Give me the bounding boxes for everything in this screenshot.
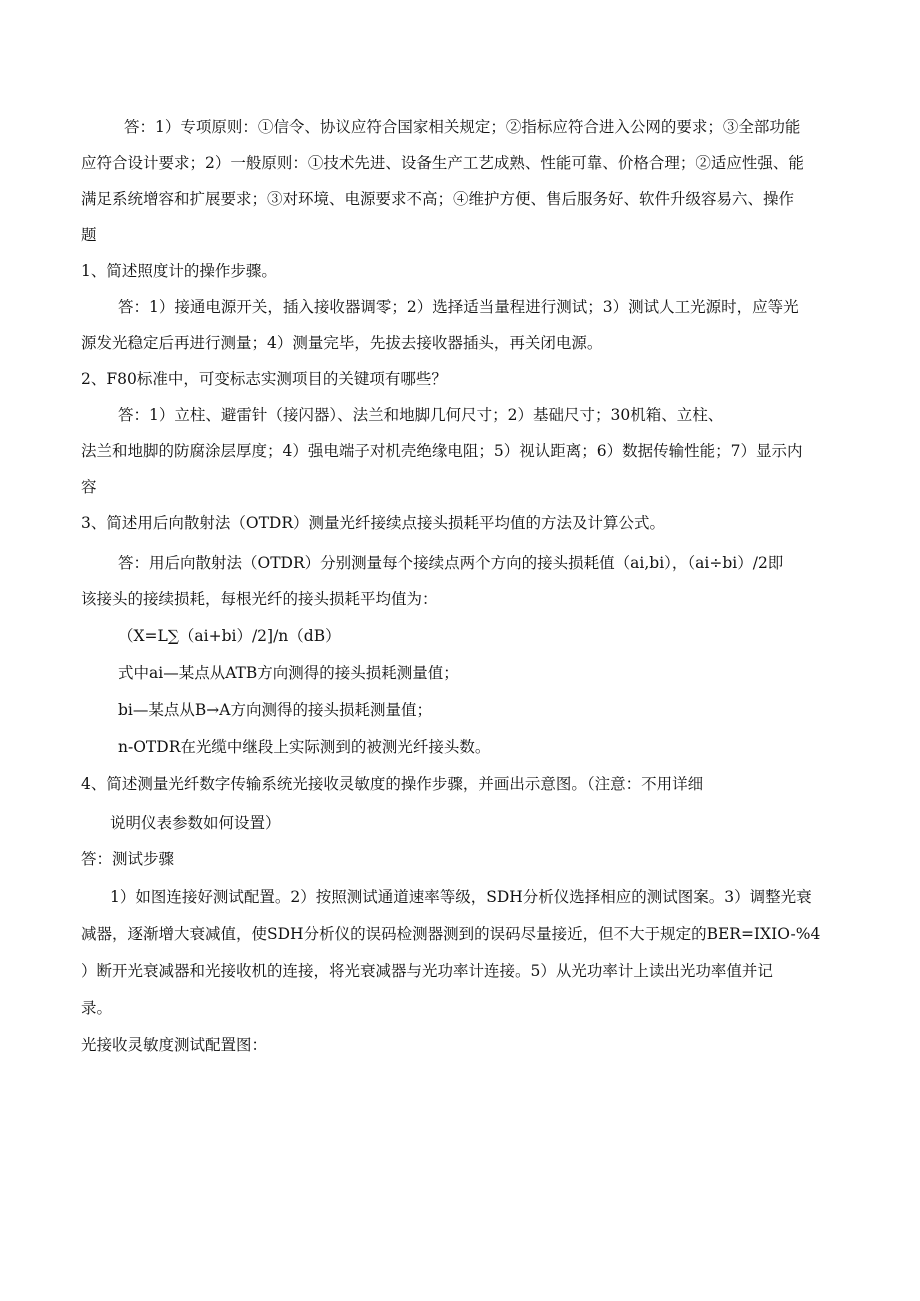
question-heading: 4、简述测量光纤数字传输系统光接收灵敏度的操作步骤，并画出示意图。（注意：不用详细 (81, 775, 704, 793)
answer-line: 答：1）接通电源开关，插入接收器调零；2）选择适当量程进行测试；3）测试人工光源时，应等光 (118, 298, 799, 316)
answer-line: ）断开光衰减器和光接收机的连接，将光衰减器与光功率计连接。5）从光功率计上读出光功率值并记 (81, 962, 773, 980)
answer-line: 法兰和地脚的防腐涂层厚度；4）强电端子对机壳绝缘电阻；5）视认距离；6）数据传输性能；7）显示内 (81, 442, 803, 460)
answer-line: 满足系统增容和扩展要求；③对环境、电源要求不高；④维护方便、售后服务好、软件升级容易六、操作 (81, 190, 795, 208)
answer-line: 容 (81, 478, 97, 496)
answer-line: 源发光稳定后再进行测量；4）测量完毕，先拔去接收器插头，再关闭电源。 (81, 334, 603, 352)
question-heading: 说明仪表参数如何设置） (110, 814, 281, 832)
question-heading: 1、简述照度计的操作步骤。 (81, 262, 277, 280)
answer-line: 答：1）立柱、避雷针（接闪器）、法兰和地脚几何尺寸；2）基础尺寸；30机箱、立柱、 (118, 406, 724, 424)
question-heading: 3、简述用后向散射法（OTDR）测量光纤接续点接头损耗平均值的方法及计算公式。 (81, 514, 666, 532)
answer-line: 答：1）专项原则：①信令、协议应符合国家相关规定；②指标应符合进入公网的要求；③全部功能 (124, 118, 801, 136)
answer-line: 录。 (81, 999, 113, 1017)
formula-note: 式中ai—某点从ATB方向测得的接头损耗测量值； (118, 664, 459, 682)
formula-note: n-OTDR在光缆中继段上实际测到的被测光纤接头数。 (118, 738, 491, 756)
formula-line: （X=L∑（ai+bi）/2]/n（dB） (118, 627, 341, 645)
answer-line: 1）如图连接好测试配置。2）按照测试通道速率等级，SDH分析仪选择相应的测试图案。3）调整光衰 (110, 888, 812, 906)
answer-line: 应符合设计要求；2）一般原则：①技术先进、设备生产工艺成熟、性能可靠、价格合理；②适应性强、能 (81, 154, 804, 172)
question-heading: 2、F80标准中，可变标志实测项目的关键项有哪些？ (81, 370, 447, 388)
answer-line: 题 (81, 226, 97, 244)
answer-line: 该接头的接续损耗，每根光纤的接头损耗平均值为： (81, 590, 438, 608)
figure-caption: 光接收灵敏度测试配置图： (81, 1036, 268, 1054)
formula-note: bi—某点从B→A方向测得的接头损耗测量值； (118, 701, 432, 719)
answer-line: 答：用后向散射法（OTDR）分别测量每个接续点两个方向的接头损耗值（ai,bi），（ai÷bi）/2即 (118, 554, 784, 572)
answer-line: 减器，逐渐增大衰减值，使SDH分析仪的误码检测器测到的误码尽量接近，但不大于规定的BER=IXIO-%4 (81, 925, 821, 943)
answer-line: 答：测试步骤 (81, 850, 175, 868)
